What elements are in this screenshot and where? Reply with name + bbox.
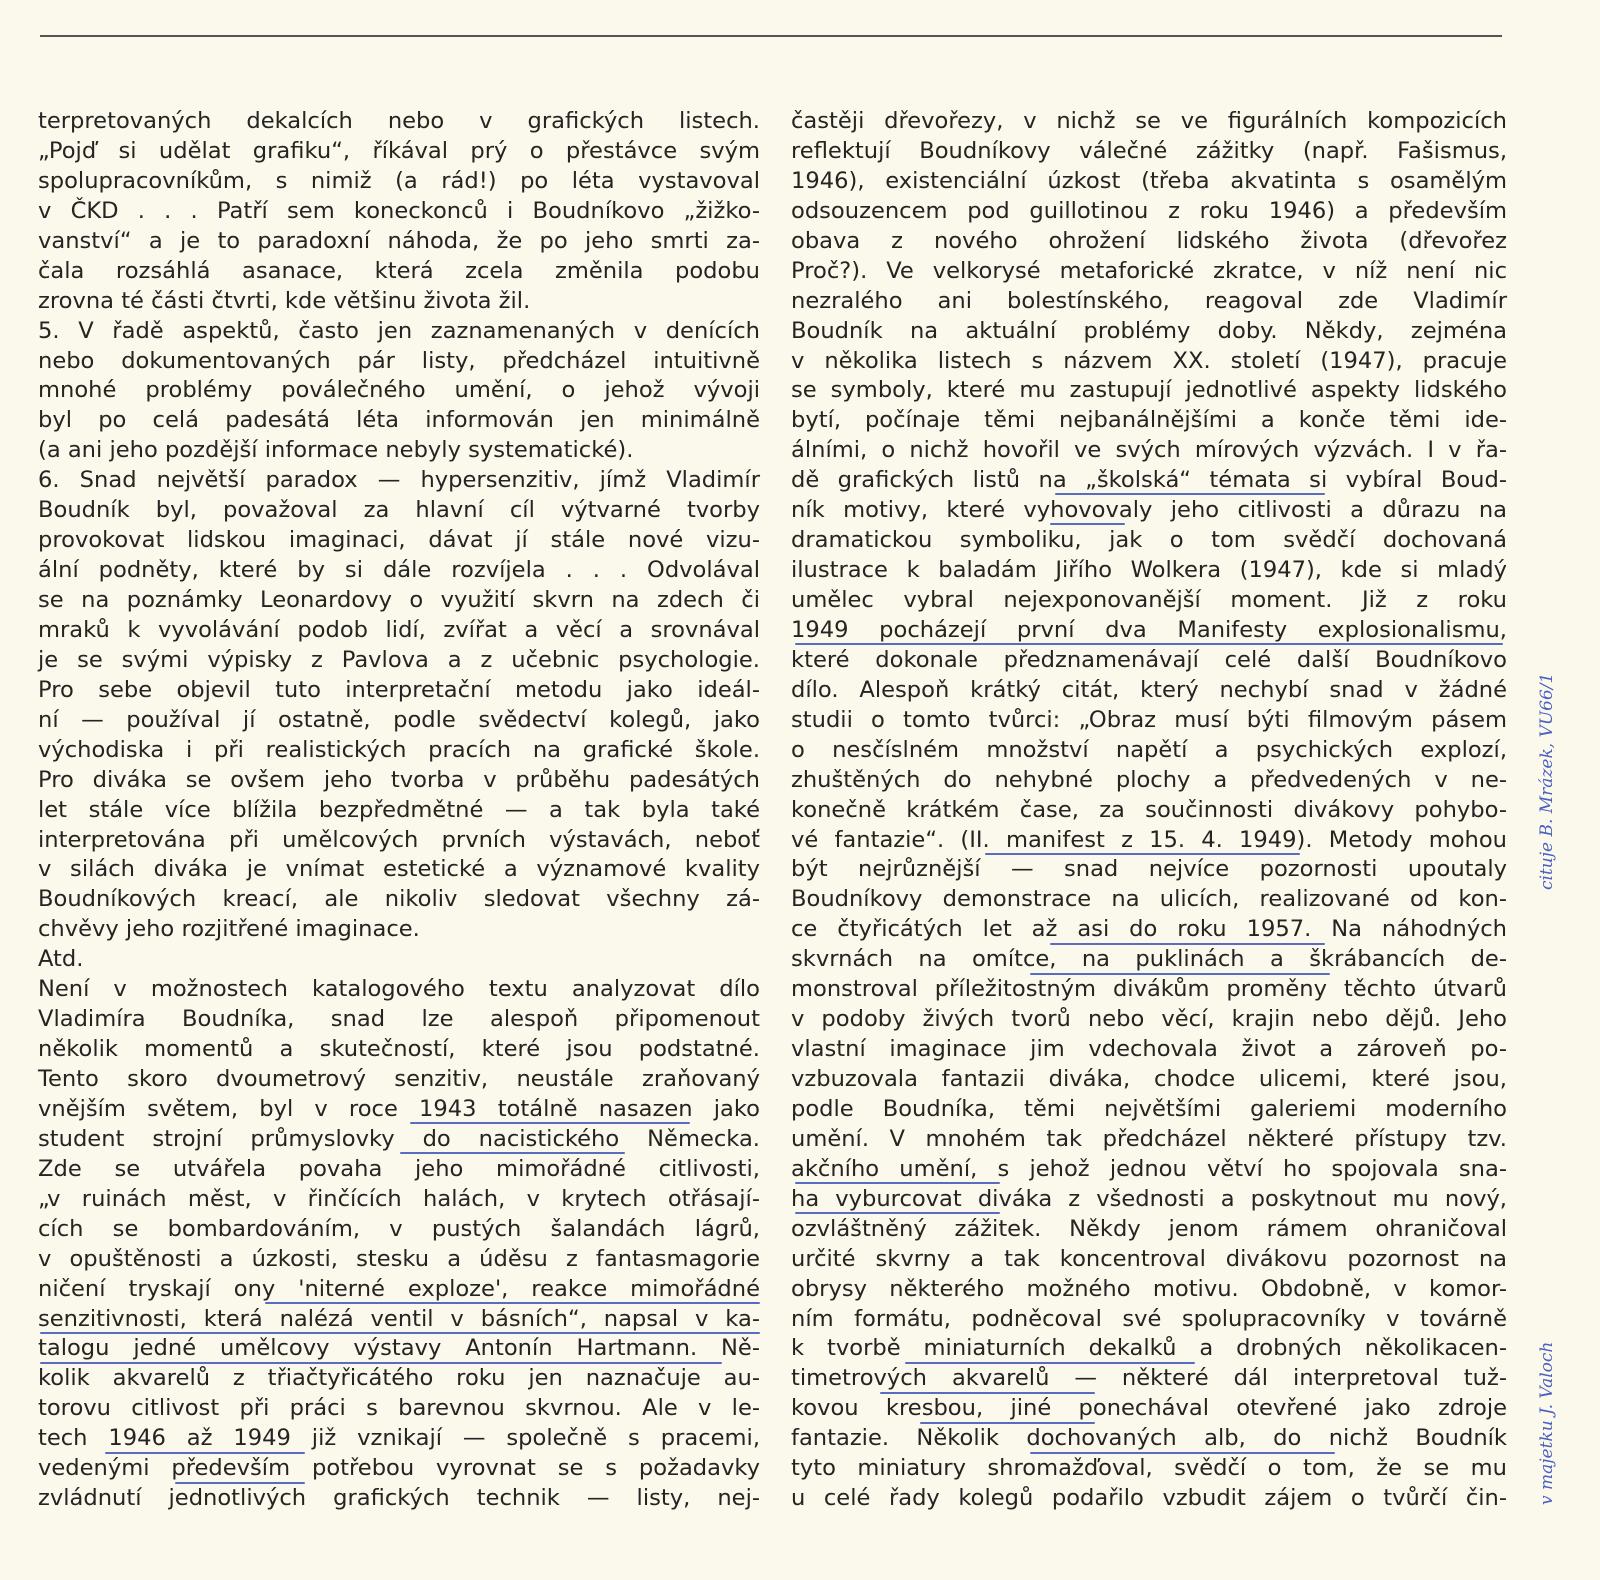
text-line: umění. V mnohém tak předcházel některé přístupy tzv. <box>791 1125 1507 1152</box>
text-line: být nejrůznější — snad nejvíce pozornosti upoutaly <box>791 856 1507 883</box>
text-line: skvrnách na omítce, na puklinách a škrábancích de- <box>791 946 1507 973</box>
text-line: konečně krátkém čase, za součinnosti divákovy pohybo- <box>791 796 1507 823</box>
text-line: vnějším světem, byl v roce 1943 totálně nasazen jako <box>38 1095 760 1122</box>
pen-underline <box>40 1332 760 1334</box>
text-line: „Pojď si udělat grafiku“, říkával prý o přestávce svým <box>38 137 760 164</box>
text-line: obava z nového ohrožení lidského života (dřevořez <box>791 227 1507 254</box>
pen-underline <box>795 1212 1000 1214</box>
text-line: dílo. Alespoň krátký citát, který nechybí snad v žádné <box>791 676 1507 703</box>
text-line: álními, o nichž hovořil ve svých mírových výzvách. I v řa- <box>791 437 1507 464</box>
text-line: k tvorbě miniaturních dekalků a drobných několikacen- <box>791 1335 1507 1362</box>
text-line: v několika listech s názvem XX. století (1947), pracuje <box>791 347 1507 374</box>
text-line: ní — používal jí ostatně, podle svědectví kolegů, jako <box>38 706 760 733</box>
text-line: interpretována při umělcových prvních výstavách, neboť <box>38 826 760 853</box>
pen-underline <box>880 1392 1095 1394</box>
margin-note-citation: cituje B. Mrázek, VU66/1 <box>1537 672 1557 890</box>
text-line: Zde se utvářela povaha jeho mimořádné citlivosti, <box>38 1155 760 1182</box>
text-line: čala rozsáhlá asanace, která zcela změnila podobu <box>38 257 760 284</box>
text-line: kolik akvarelů z třiačtyřicátého roku jen naznačuje au- <box>38 1365 760 1392</box>
text-line: torovu citlivost při práci s barevnou skvrnou. Ale v le- <box>38 1395 760 1422</box>
text-line: fantazie. Několik dochovaných alb, do nichž Boudník <box>791 1425 1507 1452</box>
text-line: v ČKD . . . Patří sem koneckonců i Boudníkovo „žižko- <box>38 197 760 224</box>
text-line: ha vyburcovat diváka z všednosti a poskytnout mu nový, <box>791 1185 1507 1212</box>
text-line: 6. Snad největší paradox — hypersenzitiv, jímž Vladimír <box>38 467 760 494</box>
text-line: byl po celá padesátá léta informován jen minimálně <box>38 407 760 434</box>
pen-underline <box>795 1182 1000 1184</box>
text-line: tyto miniatury shromažďoval, svědčí o tom, že se mu <box>791 1455 1507 1482</box>
text-line: spolupracovníkům, s nimiž (a rád!) po léta vystavoval <box>38 167 760 194</box>
text-line: cích se bombardováním, v pustých šalandách lágrů, <box>38 1215 760 1242</box>
text-line: nebo dokumentovaných pár listy, předcházel intuitivně <box>38 347 760 374</box>
text-line: Proč?). Ve velkorysé metaforické zkratce, v níž není nic <box>791 257 1507 284</box>
pen-underline <box>905 1362 1195 1364</box>
text-line: se symboly, které mu zastupují jednotlivé aspekty lidského <box>791 377 1507 404</box>
text-line: (a ani jeho pozdější informace nebyly systematické). <box>38 437 634 464</box>
text-line: nezralého ani bolestínského, reagoval zde Vladimír <box>791 287 1507 314</box>
text-line: v opuštěnosti a úzkosti, stesku a úděsu z fantasmagorie <box>38 1245 760 1272</box>
pen-underline <box>920 1422 1095 1424</box>
text-line: několik momentů a skutečností, které jsou podstatné. <box>38 1036 760 1063</box>
pen-underline <box>175 1482 305 1484</box>
text-line: vé fantazie“. (II. manifest z 15. 4. 1949). Metody mohou <box>791 826 1507 853</box>
text-line: které dokonale předznamenávají celé další Boudníkovo <box>791 646 1507 673</box>
text-line: Pro sebe objevil tuto interpretační metodu jako ideál- <box>38 676 760 703</box>
text-line: umělec vybral nejexponovanější moment. Již z roku <box>791 587 1507 613</box>
pen-underline <box>1030 973 1330 975</box>
text-line: dramatickou symboliku, jak o tom svědčí dochovaná <box>791 527 1507 554</box>
text-line: 5. V řadě aspektů, často jen zaznamenaných v denících <box>38 317 760 344</box>
text-line: akčního umění, s jehož jednou větví ho spojovala sna- <box>791 1155 1507 1182</box>
text-line: v silách diváka je vnímat estetické a významové kvality <box>38 856 760 883</box>
text-line: východiska i při realistických pracích na grafické škole. <box>38 736 760 763</box>
text-line: 1946), existenciální úzkost (třeba akvatinta s osamělým <box>791 167 1507 194</box>
text-line: Tento skoro dvoumetrový senzitiv, neustále zraňovaný <box>38 1066 760 1092</box>
text-line: ilustrace k baladám Jiřího Wolkera (1947), kde si mladý <box>791 557 1507 584</box>
text-line: provokovat lidskou imaginaci, dávat jí stále nové vizu- <box>38 527 760 554</box>
text-line: tech 1946 až 1949 již vznikají — společně s pracemi, <box>38 1425 760 1452</box>
text-line: Boudník byl, považoval za hlavní cíl výtvarné tvorby <box>38 497 760 524</box>
text-line: o nesčíslném množství napětí a psychických explozí, <box>791 736 1507 763</box>
text-line: ozvláštněný zážitek. Někdy jenom rámem ohraničoval <box>791 1215 1507 1242</box>
text-line: ník motivy, které vyhovovaly jeho citlivosti a důrazu na <box>791 497 1507 524</box>
text-line: vlastní imaginace jim vdechovala život a zároveň po- <box>791 1036 1507 1063</box>
text-line: 1949 pocházejí první dva Manifesty explosionalismu, <box>791 616 1507 643</box>
pen-underline <box>795 643 1503 645</box>
text-line: ním formátu, podněcoval své spolupracovníky v továrně <box>791 1305 1507 1332</box>
text-line: mnohé problémy poválečného umění, o jehož vývoji <box>38 377 760 404</box>
text-line: podle Boudníka, těmi největšími galeriemi moderního <box>791 1095 1507 1122</box>
text-line: v podoby živých tvorů nebo věcí, krajin nebo dějů. Jeho <box>791 1006 1507 1033</box>
text-line: talogu jedné umělcovy výstavy Antonín Hartmann. Ně- <box>38 1335 760 1362</box>
text-line: vedenými především potřebou vyrovnat se s požadavky <box>38 1455 760 1482</box>
pen-underline <box>985 853 1300 855</box>
text-line: zhuštěných do nehybné plochy a předvedených v ne- <box>791 766 1507 793</box>
text-line: Pro diváka se ovšem jeho tvorba v průběhu padesátých <box>38 766 760 793</box>
text-line: ce čtyřicátých let až asi do roku 1957. Na náhodných <box>791 916 1507 943</box>
text-line: Není v možnostech katalogového textu analyzovat dílo <box>38 976 760 1003</box>
text-line: Boudníkových kreací, ale nikoliv sledovat všechny zá- <box>38 886 760 913</box>
text-line: „v ruinách měst, v řinčících halách, v krytech otřásají- <box>38 1185 760 1212</box>
pen-underline <box>40 1362 722 1364</box>
pen-underline <box>400 1152 625 1154</box>
text-line: ální podněty, které by si dále rozvíjela . . . Odvolával <box>38 557 760 584</box>
pen-underline <box>265 1302 760 1304</box>
text-line: mraků k vyvolávání podob lidí, zvířat a věcí a srovnával <box>38 616 760 643</box>
right-text-column <box>791 107 1507 1514</box>
text-line: se na poznámky Leonardovy o využití skvrn na zdech či <box>38 587 760 613</box>
text-line: student strojní průmyslovky do nacistického Německa. <box>38 1125 760 1152</box>
text-line: ničení tryskají ony 'niterné exploze', reakce mimořádné <box>38 1275 760 1302</box>
text-line: terpretovaných dekalcích nebo v grafických listech. <box>38 108 760 134</box>
header-rule <box>40 35 1502 37</box>
text-line: dě grafických listů na „školská“ témata si vybíral Boud- <box>791 467 1507 494</box>
text-line: Vladimíra Boudníka, snad lze alespoň připomenout <box>38 1006 760 1033</box>
pen-underline <box>105 1452 305 1454</box>
text-line: vanství“ a je to paradoxní náhoda, že po jeho smrti za- <box>38 227 760 254</box>
margin-note-ownership: v majetku J. Valoch <box>1537 1341 1557 1505</box>
text-line: určité skvrny a tak koncentroval divákovu pozornost na <box>791 1245 1507 1272</box>
text-line: Atd. <box>38 946 84 973</box>
text-line: kovou kresbou, jiné ponechával otevřené jako zdroje <box>791 1395 1507 1422</box>
text-line: timetrových akvarelů — některé dál interpretoval tuž- <box>791 1365 1507 1392</box>
text-line: odsouzencem pod guillotinou z roku 1946) a především <box>791 197 1507 224</box>
text-line: obrysy některého možného motivu. Obdobně, v komor- <box>791 1275 1507 1302</box>
text-line: zvládnutí jednotlivých grafických technik — listy, nej- <box>38 1485 760 1512</box>
text-line: je se svými výpisky z Pavlova a z učebnic psychologie. <box>38 646 760 673</box>
text-line: reflektují Boudníkovy válečné zážitky (např. Fašismus, <box>791 137 1507 164</box>
pen-underline <box>1030 1452 1335 1454</box>
text-line: senzitivnosti, která nalézá ventil v básních“, napsal v ka- <box>38 1305 760 1332</box>
pen-underline <box>1050 943 1325 945</box>
text-line: Boudník na aktuální problémy doby. Někdy, zejména <box>791 317 1507 344</box>
text-line: Boudníkovy demonstrace na ulicích, realizované od kon- <box>791 886 1507 913</box>
text-line: bytí, počínaje těmi nejbanálnějšími a konče těmi ide- <box>791 407 1507 434</box>
text-line: vzbuzovala fantazii diváka, chodce ulicemi, které jsou, <box>791 1066 1507 1092</box>
text-line: monstroval příležitostným divákům proměny těchto útvarů <box>791 976 1507 1003</box>
text-line: let stále více blížila bezpředmětné — a tak byla také <box>38 796 760 823</box>
text-line: chvěvy jeho rozjitřené imaginace. <box>38 916 420 943</box>
text-line: studii o tomto tvůrci: „Obraz musí býti filmovým pásem <box>791 706 1507 733</box>
text-line: zrovna té části čtvrti, kde většinu života žil. <box>38 287 531 314</box>
text-line: častěji dřevořezy, v nichž se ve figurálních kompozicích <box>791 108 1507 134</box>
text-line: u celé řady kolegů podařilo vzbudit zájem o tvůrčí čin- <box>791 1485 1507 1512</box>
